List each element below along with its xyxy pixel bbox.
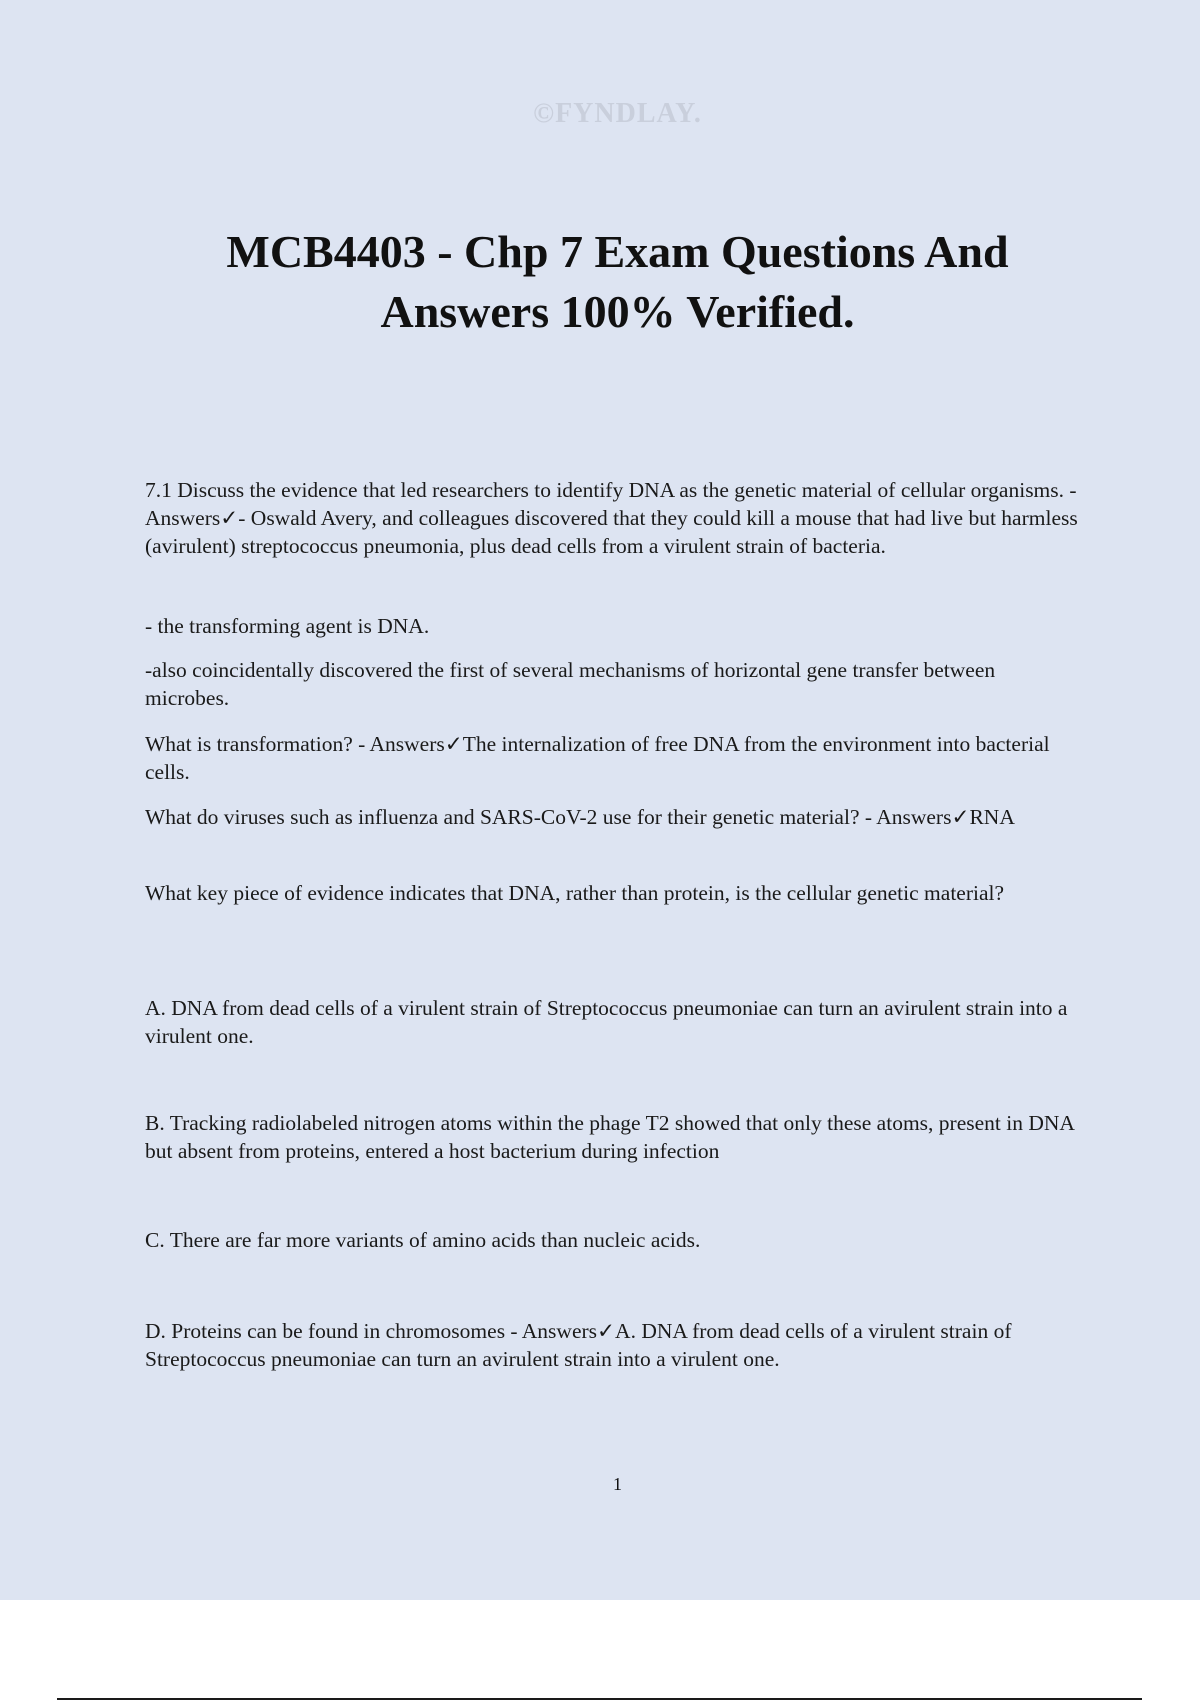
page-number: 1 [613,1474,622,1494]
paragraph-key-evidence-question: What key piece of evidence indicates that DNA, rather than protein, is the cellular genetic material? [145,881,1005,905]
watermark: ©FYNDLAY. [533,98,702,129]
paragraph-transforming-agent: - the transforming agent is DNA. [145,614,430,638]
paragraph-virus-question: What do viruses such as influenza and SARS-CoV-2 use for their genetic material? - Answers✓RNA [145,805,1015,829]
document-title: MCB4403 - Chp 7 Exam Questions And Answers 100% Verified. [226,226,1009,337]
paragraph-evidence-question: 7.1 Discuss the evidence that led researchers to identify DNA as the genetic material of cellular organisms. - Answers✓- Oswald Avery, and colleagues discovered that they could kill a mouse that had live but harmless (avirulent) streptococcus pneumonia, plus dead cells from a virulent strain of bacteria. [145,478,1078,558]
document-body [145,0,1080,1600]
answer-option-a: A. DNA from dead cells of a virulent strain of Streptococcus pneumoniae can turn an avirulent strain into a virulent one. [145,996,1068,1048]
answer-option-b: B. Tracking radiolabeled nitrogen atoms within the phage T2 showed that only these atoms, present in DNA but absent from proteins, entered a host bacterium during infection [145,1111,1074,1163]
answer-option-c: C. There are far more variants of amino acids than nucleic acids. [145,1228,701,1252]
paragraph-horizontal-transfer: -also coincidentally discovered the first of several mechanisms of horizontal gene transfer between microbes. [145,658,996,710]
paragraph-transformation-question: What is transformation? - Answers✓The internalization of free DNA from the environment into bacterial cells. [145,732,1050,784]
answer-option-d: D. Proteins can be found in chromosomes - Answers✓A. DNA from dead cells of a virulent strain of Streptococcus pneumoniae can turn an avirulent strain into a virulent one. [145,1319,1012,1371]
